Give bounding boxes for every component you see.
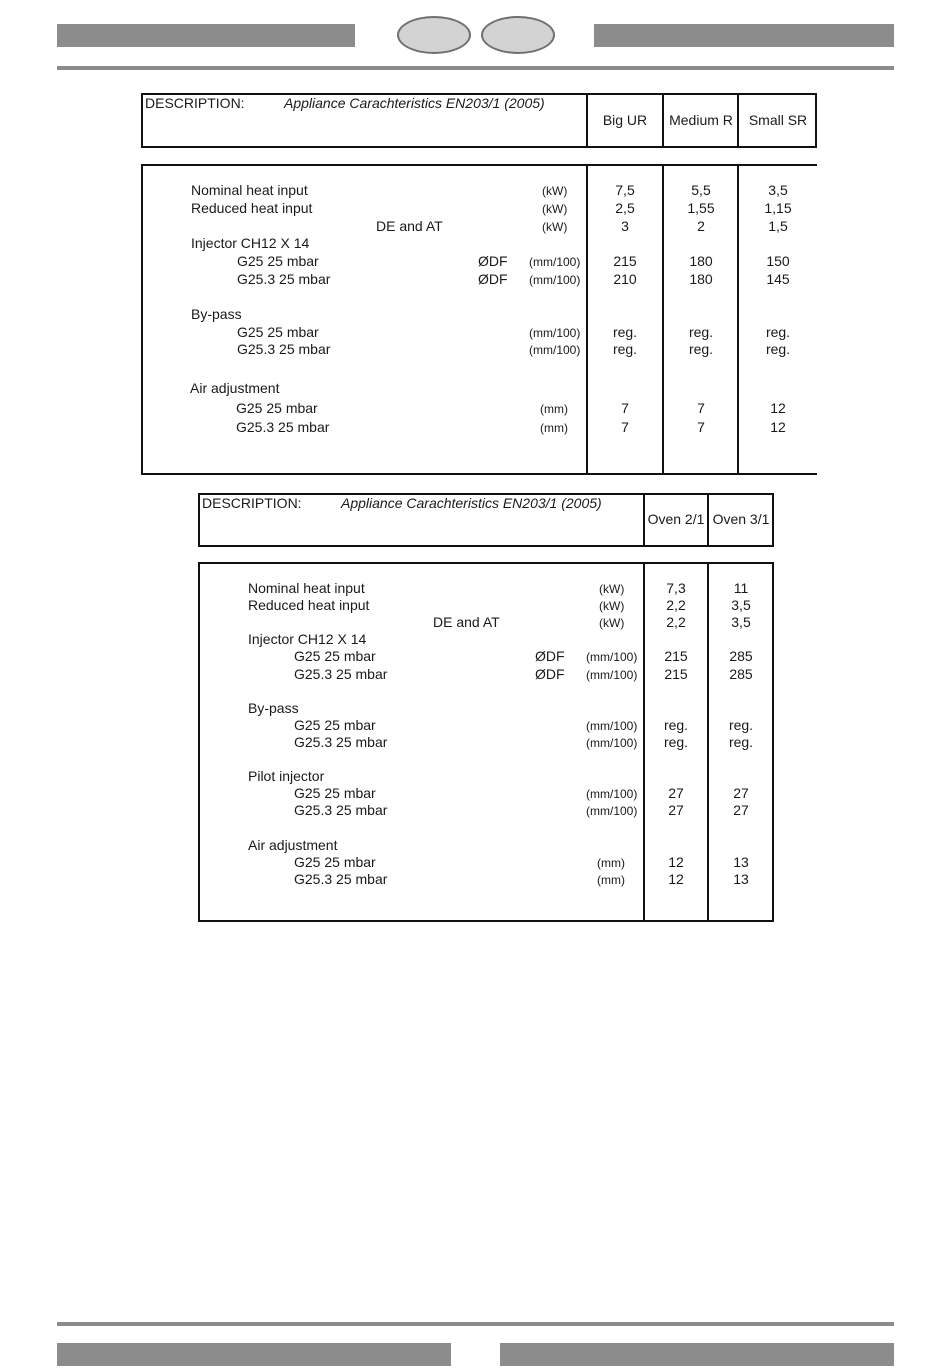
table2-row-label: G25.3 25 mbar xyxy=(294,734,388,750)
table1-cell: 3,5 xyxy=(768,182,788,198)
table1-row-symbol: ØDF xyxy=(478,271,508,287)
table1-cell: 3 xyxy=(621,218,629,234)
table2-cell: 27 xyxy=(668,785,684,801)
table1-row-unit: (mm/100) xyxy=(529,343,581,357)
table2-row-unit: (mm) xyxy=(597,856,625,870)
table1-cell: 145 xyxy=(766,271,790,287)
table1-cell: reg. xyxy=(765,341,791,357)
table2-cell: 27 xyxy=(733,802,749,818)
table1-cell: reg. xyxy=(612,341,638,357)
table2-row-unit: (mm/100) xyxy=(586,787,638,801)
table1-row-label: G25.3 25 mbar xyxy=(236,419,330,435)
table2-row-label: G25 25 mbar xyxy=(294,854,376,870)
table1-cell: 2,5 xyxy=(615,200,635,216)
table2-cell: 12 xyxy=(668,854,684,870)
header-bar-left xyxy=(57,24,355,47)
table1-cell: reg. xyxy=(688,341,714,357)
table2-row-unit: (kW) xyxy=(599,582,625,596)
table1-cell: 1,5 xyxy=(768,218,788,234)
table2-row-symbol: ØDF xyxy=(535,648,565,664)
table1-row-unit: (mm) xyxy=(540,421,568,435)
table2-row-unit: (mm/100) xyxy=(586,668,638,682)
table1-row-label: G25.3 25 mbar xyxy=(237,271,331,287)
table1-section-label: Air adjustment xyxy=(190,380,280,396)
table1-standard-title: Appliance Carachteristics EN203/1 (2005) xyxy=(284,95,545,111)
table2-row-label: G25.3 25 mbar xyxy=(294,802,388,818)
table1-row-label: G25 25 mbar xyxy=(237,324,319,340)
table2-row-unit: (mm) xyxy=(597,873,625,887)
table2-row-label: G25 25 mbar xyxy=(294,717,376,733)
table1-row-unit: (kW) xyxy=(542,184,568,198)
table2-cell: 13 xyxy=(733,854,749,870)
footer-rule xyxy=(57,1322,894,1326)
table1-row-label: Nominal heat input xyxy=(191,182,308,198)
table1-row-label: G25 25 mbar xyxy=(236,400,318,416)
table2-standard-title: Appliance Carachteristics EN203/1 (2005) xyxy=(341,495,602,511)
table1-row-unit: (kW) xyxy=(542,202,568,216)
table1-row-label: DE and AT xyxy=(376,218,443,234)
table1-cell: 210 xyxy=(613,271,637,287)
table2-section-label: Injector CH12 X 14 xyxy=(248,631,367,647)
table2-row-unit: (kW) xyxy=(599,616,625,630)
table2-row-unit: (mm/100) xyxy=(586,804,638,818)
table2-cell: 215 xyxy=(664,648,688,664)
table2-row-label: DE and AT xyxy=(433,614,500,630)
table1-cell: 5,5 xyxy=(691,182,711,198)
table2-description-label: DESCRIPTION: xyxy=(202,495,302,511)
footer-bar-left xyxy=(57,1343,451,1366)
table2-cell: reg. xyxy=(663,717,689,733)
table1-section-label: By-pass xyxy=(191,306,242,322)
table1-cell: 180 xyxy=(689,271,713,287)
table2-section-label: Air adjustment xyxy=(248,837,338,853)
table1-description-label: DESCRIPTION: xyxy=(145,95,245,111)
header-bar-right xyxy=(594,24,894,47)
table2-cell: 215 xyxy=(664,666,688,682)
table2-section-label: Pilot injector xyxy=(248,768,325,784)
table1-row-unit: (mm/100) xyxy=(529,273,581,287)
table2-row-unit: (mm/100) xyxy=(586,719,638,733)
table2-cell: 285 xyxy=(729,666,753,682)
table2-cell: 3,5 xyxy=(731,614,751,630)
table2-cell: reg. xyxy=(663,734,689,750)
table1-cell: 7 xyxy=(621,400,629,416)
table2-row-symbol: ØDF xyxy=(535,666,565,682)
header-oval-left xyxy=(397,16,471,54)
table2-row-label: G25.3 25 mbar xyxy=(294,666,388,682)
table1-col-big-ur: Big UR xyxy=(602,112,648,128)
table2-row-unit: (mm/100) xyxy=(586,650,638,664)
table2-row-unit: (mm/100) xyxy=(586,736,638,750)
table1-col-small-sr: Small SR xyxy=(748,112,808,128)
table1-cell: 7 xyxy=(697,419,705,435)
table1-row-unit: (mm) xyxy=(540,402,568,416)
table1-cell: 215 xyxy=(613,253,637,269)
table2-row-label: Nominal heat input xyxy=(248,580,365,596)
table1-cell: 1,55 xyxy=(687,200,715,216)
table1-cell: 2 xyxy=(697,218,705,234)
table1-cell: reg. xyxy=(612,324,638,340)
table1-row-unit: (mm/100) xyxy=(529,326,581,340)
table1-cell: 150 xyxy=(766,253,790,269)
table1-cell: 180 xyxy=(689,253,713,269)
table1-cell: reg. xyxy=(765,324,791,340)
table1-cell: 12 xyxy=(770,419,786,435)
table2-col-oven-2-1: Oven 2/1 xyxy=(647,511,705,527)
table2-section-label: By-pass xyxy=(248,700,299,716)
table1-cell: 12 xyxy=(770,400,786,416)
table2-cell: 12 xyxy=(668,871,684,887)
table2-cell: 3,5 xyxy=(731,597,751,613)
footer-bar-right xyxy=(500,1343,894,1366)
table1-row-label: Reduced heat input xyxy=(191,200,313,216)
header-oval-right xyxy=(481,16,555,54)
table2-row-label: Reduced heat input xyxy=(248,597,370,613)
table2-cell: 13 xyxy=(733,871,749,887)
table2-row-label: G25 25 mbar xyxy=(294,785,376,801)
table2-row-label: G25.3 25 mbar xyxy=(294,871,388,887)
table1-cell: 7,5 xyxy=(615,182,635,198)
table1-row-label: G25 25 mbar xyxy=(237,253,319,269)
table2-cell: 2,2 xyxy=(666,614,686,630)
table1-section-label: Injector CH12 X 14 xyxy=(191,235,310,251)
table1-cell: reg. xyxy=(688,324,714,340)
table2-cell: 27 xyxy=(668,802,684,818)
header-rule xyxy=(57,66,894,70)
table2-cell: 27 xyxy=(733,785,749,801)
table1-row-label: G25.3 25 mbar xyxy=(237,341,331,357)
table2-cell: 2,2 xyxy=(666,597,686,613)
table2-cell: 11 xyxy=(733,580,749,596)
table2-cell: 7,3 xyxy=(666,580,686,596)
table2-cell: reg. xyxy=(728,734,754,750)
table2-col-oven-3-1: Oven 3/1 xyxy=(712,511,770,527)
table1-cell: 7 xyxy=(621,419,629,435)
table1-col-medium-r: Medium R xyxy=(669,112,733,128)
table1-row-unit: (mm/100) xyxy=(529,255,581,269)
table2-cell: reg. xyxy=(728,717,754,733)
table2-row-unit: (kW) xyxy=(599,599,625,613)
table1-row-unit: (kW) xyxy=(542,220,568,234)
table2-row-label: G25 25 mbar xyxy=(294,648,376,664)
table2-cell: 285 xyxy=(729,648,753,664)
table1-cell: 1,15 xyxy=(764,200,792,216)
table1-cell: 7 xyxy=(697,400,705,416)
table1-row-symbol: ØDF xyxy=(478,253,508,269)
